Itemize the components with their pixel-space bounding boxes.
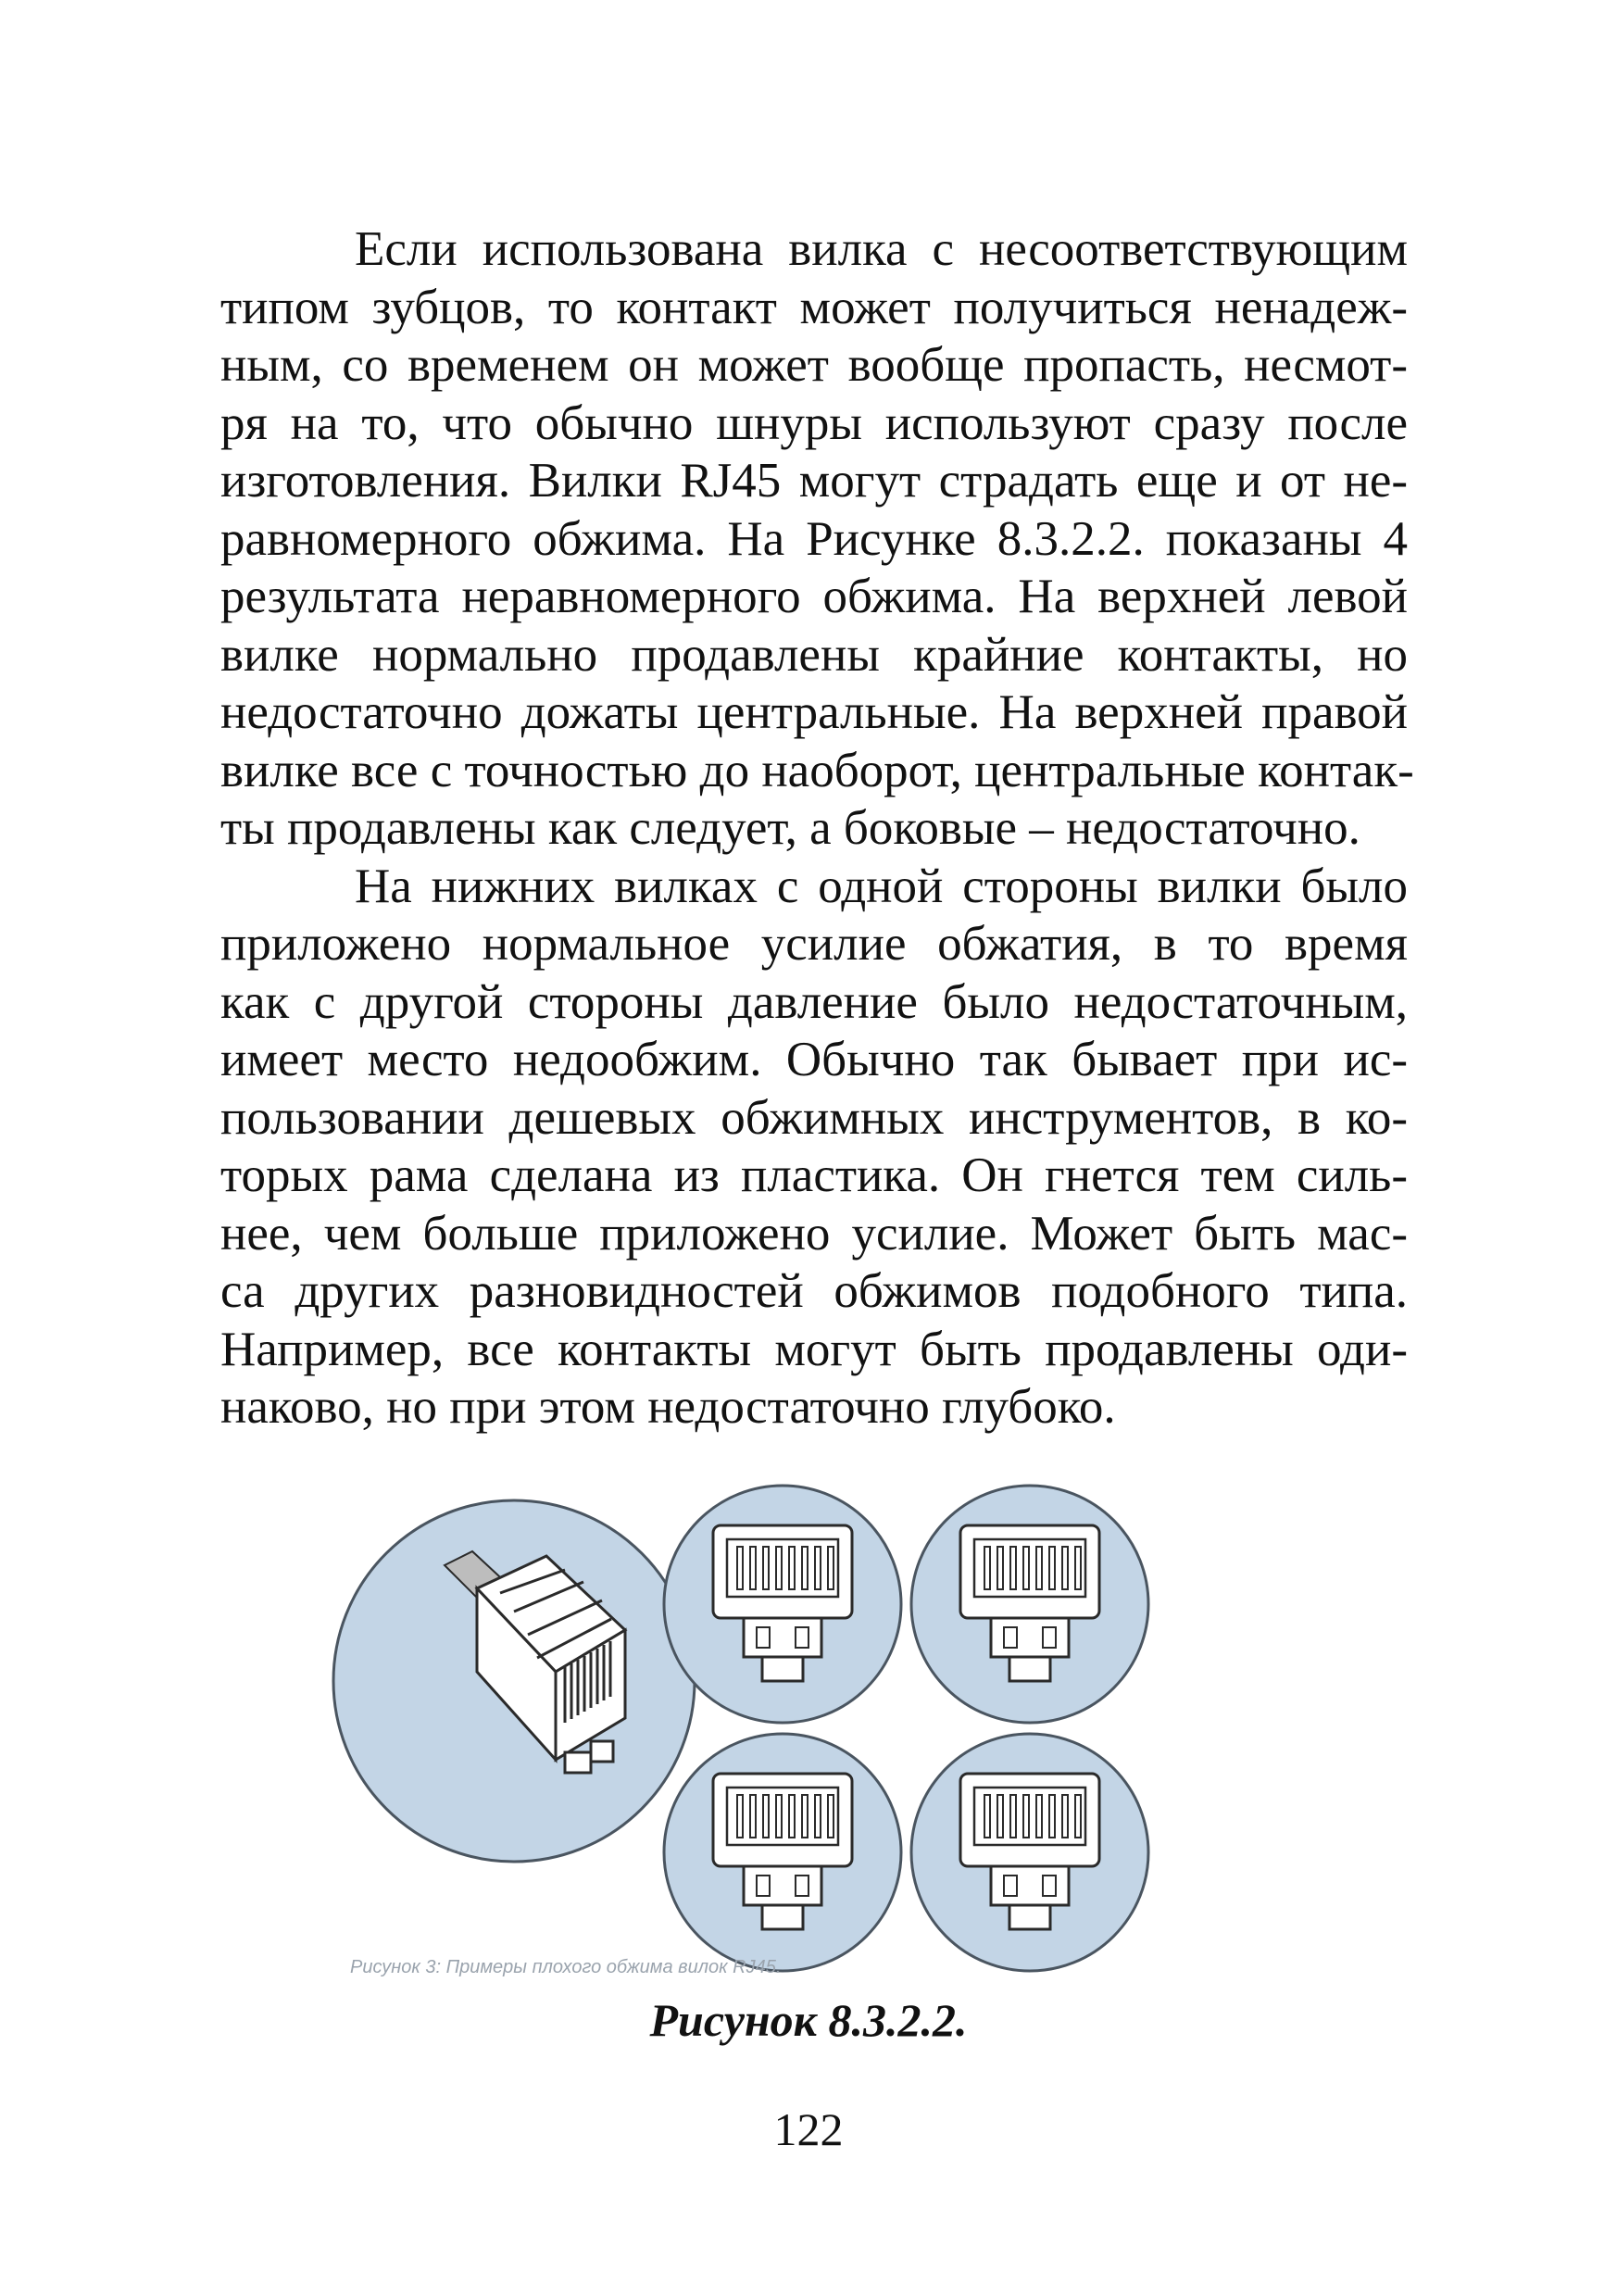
paragraph-2-line: торых рама сделана из пластика. Он гнется тем силь- bbox=[220, 1148, 1408, 1202]
rj45-illustration bbox=[329, 1482, 1264, 2001]
figure-caption: Рисунок 8.3.2.2. bbox=[649, 1994, 968, 2046]
plug-front-view-1 bbox=[664, 1486, 901, 1723]
paragraph-1-line: типом зубцов, то контакт может получиться ненадеж- bbox=[220, 280, 1408, 334]
paragraph-2-line: приложено нормальное усилие обжатия, в то время bbox=[220, 917, 1408, 971]
paragraph-1-line: вилке все с точностью до наоборот, центральные контак- bbox=[220, 743, 1414, 797]
paragraph-2-line: нее, чем больше приложено усилие. Может быть мас- bbox=[220, 1206, 1408, 1261]
paragraph-1-line: результата неравномерного обжима. На верхней левой bbox=[220, 570, 1408, 623]
plug-front-view-4 bbox=[911, 1734, 1148, 1971]
paragraph-1-line: изготовления. Вилки RJ45 могут страдать еще и от не- bbox=[220, 454, 1408, 508]
paragraph-1-line: вилке нормально продавлены крайние контакты, но bbox=[220, 627, 1408, 682]
plug-front-view-3 bbox=[664, 1734, 901, 1971]
paragraph-2-line: имеет место недообжим. Обычно так бывает при ис- bbox=[220, 1033, 1408, 1086]
paragraph-2-line: наково, но при этом недостаточно глубоко. bbox=[220, 1380, 1116, 1434]
rj45-crimp-figure bbox=[329, 1482, 1264, 2001]
paragraph-2-line: как с другой стороны давление было недостаточным, bbox=[220, 974, 1408, 1029]
paragraph-1-line: Если использована вилка с несоответствующим bbox=[355, 222, 1408, 276]
paragraph-2-line: са других разновидностей обжимов подобного типа. bbox=[220, 1264, 1408, 1318]
figure-source-caption: Рисунок 3: Примеры плохого обжима вилок RJ45. bbox=[350, 1957, 782, 1977]
plug-front-views bbox=[664, 1486, 1148, 1971]
paragraph-2-line: Например, все контакты могут быть продавлены оди- bbox=[220, 1322, 1408, 1376]
paragraph-2-line: пользовании дешевых обжимных инструментов, в ко- bbox=[220, 1090, 1408, 1145]
paragraph-2-line: На нижних вилках с одной стороны вилки было bbox=[355, 859, 1408, 913]
body-text bbox=[220, 220, 1414, 1437]
paragraph-1-line: ным, со временем он может вообще пропасть, несмот- bbox=[220, 338, 1408, 392]
plug-front-view-2 bbox=[911, 1486, 1148, 1723]
page-number: 122 bbox=[773, 2103, 844, 2155]
rj45-plug-perspective-illustration bbox=[333, 1500, 695, 1862]
paragraph-1-line: ты продавлены как следует, а боковые – недостаточно. bbox=[220, 801, 1360, 855]
paragraph-1-line: ря на то, что обычно шнуры используют сразу после bbox=[220, 395, 1408, 450]
paragraph-1-line: равномерного обжима. На Рисунке 8.3.2.2. показаны 4 bbox=[220, 511, 1408, 566]
paragraph-1-line: недостаточно дожаты центральные. На верхней правой bbox=[220, 685, 1408, 739]
